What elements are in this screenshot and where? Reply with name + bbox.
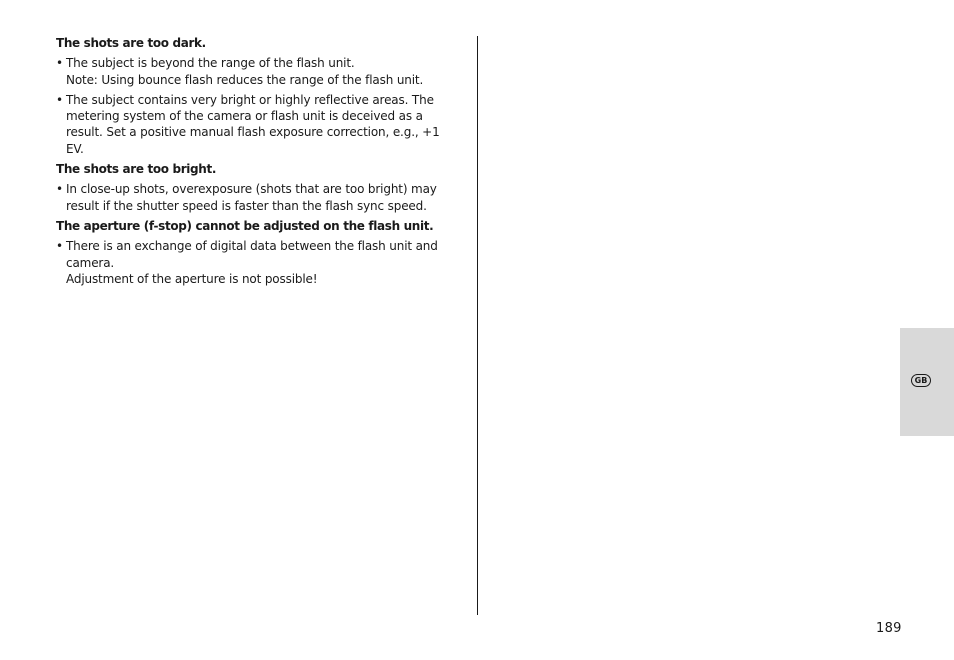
list-item-text: The subject is beyond the range of the flash unit. Note: Using bounce flash reduces the range of the flash unit. [66,56,424,87]
bullet-icon: • [56,56,63,71]
page-number: 189 [876,621,902,636]
section-heading-too-dark: The shots are too dark. [56,36,206,50]
bullet-icon: • [56,92,63,107]
list-item [56,55,456,88]
bullet-icon: • [56,239,63,254]
list-item [56,181,456,214]
troubleshooting-column [56,35,456,291]
section-heading-aperture: The aperture (f-stop) cannot be adjusted on the flash unit. [56,218,434,233]
list-item-text: In close-up shots, overexposure (shots that are too bright) may result if the shutter speed is faster than the flash sync speed. [66,182,437,213]
list-item-text: The subject contains very bright or highly reflective areas. The metering system of the camera or flash unit is deceived as a result. Set a positive manual flash exposure correction, e.g., +1 EV. [66,92,440,156]
bullet-icon: • [56,182,63,197]
language-badge: GB [911,374,931,387]
list-item [56,238,456,287]
column-divider [477,36,478,615]
section-heading-too-bright: The shots are too bright. [56,162,217,177]
list-item-text: There is an exchange of digital data between the flash unit and camera. Adjustment of the aperture is not possible! [66,239,438,286]
list-item [56,92,456,157]
